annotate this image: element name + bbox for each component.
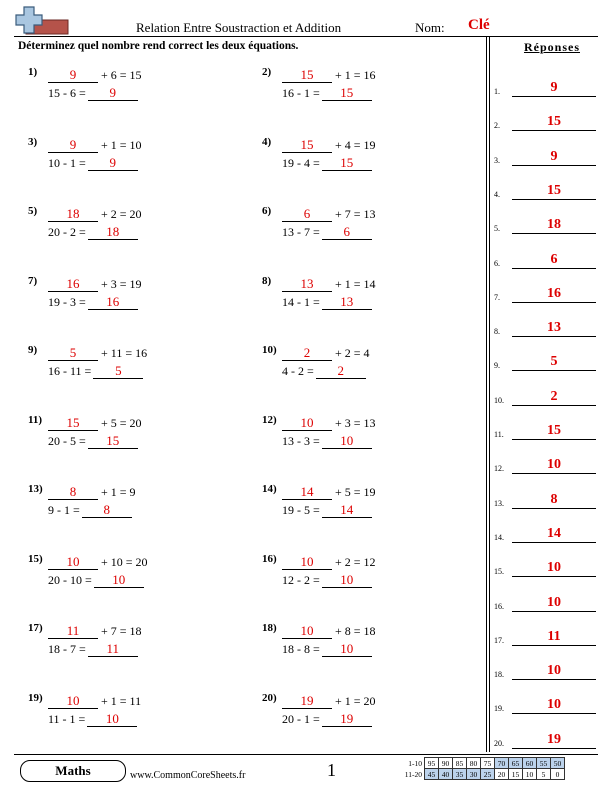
addition-text: + 7 = 13: [335, 207, 376, 221]
score-cell: 90: [439, 758, 453, 769]
answer-key-row: [494, 169, 602, 203]
worksheet-title: Relation Entre Soustraction et Addition: [136, 20, 342, 35]
score-cell: 65: [509, 758, 523, 769]
score-cell: 15: [509, 769, 523, 780]
answer-key-value: 9: [512, 149, 596, 166]
addition-equation: [48, 694, 141, 709]
answer-key-number: 12.: [494, 464, 504, 474]
answer-key-number: 14.: [494, 532, 504, 542]
answer-key-number: 8.: [494, 327, 500, 337]
answer-key-row: [494, 340, 602, 374]
subtraction-text: 18 - 8 =: [282, 642, 320, 656]
answer-blank: 15: [282, 68, 332, 83]
answer-key-value: 15: [512, 114, 596, 131]
problem-number: 7): [28, 274, 38, 287]
answer-key-value: 9: [512, 80, 596, 97]
answer-blank: 8: [82, 503, 132, 518]
answer-blank: 11: [88, 642, 138, 657]
addition-equation: [282, 555, 376, 570]
answer-key-number: 3.: [494, 155, 500, 165]
answer-key-row: [494, 238, 602, 272]
problem-number: 9): [28, 344, 38, 356]
subtraction-equation: [48, 434, 138, 449]
addition-text: + 1 = 14: [335, 276, 376, 291]
answer-blank: 14: [282, 485, 332, 500]
subtraction-equation: [48, 86, 138, 101]
addition-equation: [48, 346, 147, 361]
addition-equation: [48, 555, 148, 570]
problem-number: 3): [28, 135, 38, 148]
problem-number: 6): [262, 205, 272, 217]
addition-equation: [282, 138, 376, 153]
answer-key-number: 10.: [494, 395, 504, 405]
problem: [262, 692, 472, 756]
addition-equation: [282, 694, 376, 709]
subtraction-equation: [48, 503, 132, 518]
answer-blank: 10: [282, 416, 332, 431]
answer-blank: 10: [322, 573, 372, 588]
subtraction-text: 16 - 1 =: [282, 86, 320, 100]
score-row: [396, 758, 565, 769]
problem: [262, 622, 472, 686]
addition-text: + 6 = 15: [101, 68, 142, 82]
subtraction-text: 19 - 4 =: [282, 155, 320, 170]
page-number: 1: [327, 760, 336, 780]
answer-key-value: 19: [512, 732, 596, 749]
answer-key-number: 13.: [494, 498, 504, 508]
answer-key-row: [494, 615, 602, 649]
addition-equation: [282, 485, 376, 500]
problem-number: 16): [262, 552, 277, 565]
score-cell: 70: [495, 758, 509, 769]
name-value: Clé: [468, 17, 490, 33]
answer-key-value: 8: [512, 492, 596, 509]
score-cell: 60: [523, 758, 537, 769]
subtraction-text: 11 - 1 =: [48, 711, 86, 726]
answer-blank: 19: [282, 694, 332, 709]
subtraction-equation: [48, 225, 138, 240]
answer-blank: 10: [322, 434, 372, 449]
answer-key-number: 11.: [494, 430, 504, 439]
subtraction-equation: [48, 573, 144, 588]
score-cell: 80: [467, 758, 481, 769]
addition-text: + 4 = 19: [335, 137, 376, 152]
score-cell: 5: [537, 769, 551, 780]
subtraction-equation: [48, 156, 138, 171]
answer-blank: 10: [48, 555, 98, 570]
maths-badge: Maths: [20, 760, 126, 782]
footer-rule: [14, 754, 598, 755]
addition-text: + 1 = 11: [101, 693, 142, 708]
answer-blank: 9: [88, 86, 138, 101]
subtraction-equation: [282, 712, 372, 727]
answer-blank: 9: [48, 68, 98, 83]
addition-text: + 10 = 20: [101, 554, 148, 569]
problem: [262, 136, 472, 200]
answer-key-number: 19.: [494, 704, 504, 714]
answer-key-number: 1.: [494, 87, 500, 96]
instructions: Déterminez quel nombre rend correct les deux équations.: [18, 40, 299, 52]
answer-key-value: 18: [512, 217, 596, 234]
problem: [28, 344, 238, 408]
addition-text: + 1 = 16: [335, 68, 376, 82]
subtraction-text: 19 - 5 =: [282, 503, 320, 517]
problem-number: 19): [28, 691, 43, 704]
answer-key-number: 6.: [494, 258, 500, 268]
answer-blank: 5: [48, 346, 98, 361]
subtraction-text: 12 - 2 =: [282, 572, 320, 587]
score-cell: 20: [495, 769, 509, 780]
score-cell: 75: [481, 758, 495, 769]
answer-key-row: [494, 512, 602, 546]
answer-column-divider: [486, 37, 487, 752]
addition-equation: [282, 416, 376, 431]
subtraction-text: 13 - 3 =: [282, 433, 320, 448]
answer-key-value: 2: [512, 389, 596, 406]
problem-number: 2): [262, 66, 272, 78]
answer-key-value: 10: [512, 697, 596, 714]
answer-key-number: 17.: [494, 635, 504, 645]
answer-key-row: [494, 272, 602, 306]
answer-blank: 2: [316, 364, 366, 379]
answer-key-row: [494, 683, 602, 717]
subtraction-text: 20 - 2 =: [48, 225, 86, 239]
subtraction-equation: [48, 295, 138, 310]
problem-number: 5): [28, 205, 38, 217]
answer-key-number: 16.: [494, 601, 504, 611]
subtraction-equation: [48, 712, 137, 727]
score-cell: 95: [425, 758, 439, 769]
problem: [28, 483, 238, 547]
addition-equation: [48, 416, 142, 431]
answer-key-value: 14: [512, 526, 596, 543]
addition-text: + 3 = 19: [101, 276, 142, 291]
subtraction-text: 19 - 3 =: [48, 294, 86, 309]
answer-blank: 10: [282, 555, 332, 570]
addition-text: + 5 = 19: [335, 485, 376, 499]
answer-blank: 15: [322, 156, 372, 171]
answer-blank: 18: [88, 225, 138, 240]
answer-blank: 9: [88, 156, 138, 171]
subtraction-text: 20 - 10 =: [48, 572, 92, 587]
answer-key-row: [494, 135, 602, 169]
score-cell: 45: [425, 769, 439, 780]
addition-text: + 2 = 20: [101, 207, 142, 221]
addition-equation: [282, 624, 376, 639]
answer-key-value: 10: [512, 595, 596, 612]
answer-blank: 15: [88, 434, 138, 449]
answer-key-row: [494, 478, 602, 512]
answer-key-value: 15: [512, 183, 596, 200]
problem-number: 15): [28, 552, 43, 565]
addition-equation: [282, 346, 370, 361]
problem: [262, 344, 472, 408]
problem-number: 4): [262, 135, 272, 148]
subtraction-text: 20 - 1 =: [282, 711, 320, 726]
subtraction-text: 20 - 5 =: [48, 433, 86, 448]
problem: [262, 275, 472, 339]
problem-number: 1): [28, 66, 38, 78]
answer-key-number: 9.: [494, 361, 500, 371]
addition-text: + 11 = 16: [101, 346, 148, 360]
answer-key-value: 16: [512, 286, 596, 303]
answer-blank: 10: [94, 573, 144, 588]
problem: [262, 66, 472, 130]
addition-text: + 2 = 4: [335, 346, 370, 360]
answer-blank: 19: [322, 712, 372, 727]
addition-text: + 1 = 9: [101, 485, 136, 499]
score-cell: 25: [481, 769, 495, 780]
addition-equation: [282, 68, 376, 83]
answer-column-divider-inner: [489, 37, 490, 752]
score-cell: 50: [551, 758, 565, 769]
problem: [28, 553, 238, 617]
answer-blank: 16: [88, 295, 138, 310]
answer-key-row: [494, 546, 602, 580]
problem: [262, 205, 472, 269]
answer-blank: 13: [282, 277, 332, 292]
addition-equation: [48, 485, 136, 500]
subtraction-equation: [282, 295, 372, 310]
answer-key-row: [494, 375, 602, 409]
problem: [28, 692, 238, 756]
score-cell: 10: [523, 769, 537, 780]
addition-text: + 1 = 20: [335, 693, 376, 708]
problem: [262, 483, 472, 547]
answer-key-value: 6: [512, 252, 596, 269]
answer-key-number: 15.: [494, 567, 504, 577]
answer-blank: 5: [93, 364, 143, 379]
header-rule: [14, 36, 598, 37]
subtraction-equation: [282, 86, 372, 101]
answer-blank: 15: [48, 416, 98, 431]
answer-blank: 10: [48, 694, 98, 709]
subtraction-equation: [282, 503, 372, 518]
answer-key-number: 5.: [494, 224, 500, 234]
addition-equation: [48, 277, 142, 292]
addition-equation: [48, 138, 142, 153]
problem: [262, 553, 472, 617]
answer-key-value: 10: [512, 560, 596, 577]
addition-text: + 8 = 18: [335, 624, 376, 638]
problem-number: 17): [28, 622, 43, 634]
addition-equation: [48, 207, 142, 222]
answer-key-value: 15: [512, 423, 596, 440]
problem-number: 11): [28, 413, 43, 426]
score-row: [396, 769, 565, 780]
answer-key-value: 5: [512, 354, 596, 371]
subtraction-text: 9 - 1 =: [48, 503, 80, 517]
subtraction-text: 16 - 11 =: [48, 364, 92, 378]
addition-text: + 3 = 13: [335, 415, 376, 430]
score-cell: 55: [537, 758, 551, 769]
subtraction-equation: [282, 573, 372, 588]
answers-title: Réponses: [523, 40, 580, 54]
answer-key-number: 18.: [494, 670, 504, 680]
score-range-label: 11-20: [404, 769, 422, 779]
problem-number: 13): [28, 483, 43, 495]
score-cell: 30: [467, 769, 481, 780]
answer-blank: 10: [282, 624, 332, 639]
problem-number: 18): [262, 622, 277, 634]
problem-number: 20): [262, 691, 277, 704]
answer-blank: 15: [322, 86, 372, 101]
name-label: Nom:: [415, 20, 445, 35]
answer-key-number: 7.: [494, 292, 500, 302]
answer-blank: 8: [48, 485, 98, 500]
problem: [28, 622, 238, 686]
subtraction-equation: [282, 364, 366, 379]
answer-key-row: [494, 718, 602, 752]
subtraction-text: 10 - 1 =: [48, 155, 86, 170]
answer-key-number: 20.: [494, 738, 504, 748]
problem-number: 10): [262, 344, 277, 356]
addition-equation: [48, 68, 142, 83]
math-plus-logo-icon: [14, 4, 70, 38]
answer-blank: 2: [282, 346, 332, 361]
answer-blank: 16: [48, 277, 98, 292]
answer-key-number: 4.: [494, 189, 500, 199]
addition-text: + 2 = 12: [335, 554, 376, 569]
answer-blank: 9: [48, 138, 98, 153]
subtraction-text: 15 - 6 =: [48, 86, 86, 100]
addition-equation: [48, 624, 142, 639]
answer-blank: 11: [48, 624, 98, 639]
website-text: www.CommonCoreSheets.fr: [130, 770, 246, 781]
subtraction-equation: [48, 642, 138, 657]
answer-key-row: [494, 581, 602, 615]
answer-key-value: 13: [512, 320, 596, 337]
score-cell: 0: [551, 769, 565, 780]
addition-text: + 7 = 18: [101, 624, 142, 638]
answer-blank: 10: [322, 642, 372, 657]
subtraction-text: 14 - 1 =: [282, 294, 320, 309]
answer-blank: 6: [282, 207, 332, 222]
subtraction-equation: [282, 434, 372, 449]
subtraction-text: 13 - 7 =: [282, 225, 320, 239]
score-range-label: 1-10: [408, 758, 422, 768]
problem-number: 14): [262, 483, 277, 495]
problem: [28, 136, 238, 200]
addition-equation: [282, 207, 376, 222]
answer-key-row: [494, 66, 602, 100]
subtraction-text: 18 - 7 =: [48, 642, 86, 656]
answer-key-value: 10: [512, 457, 596, 474]
problem: [28, 275, 238, 339]
answer-key-row: [494, 100, 602, 134]
answer-blank: 15: [282, 138, 332, 153]
answer-key-row: [494, 649, 602, 683]
answer-key-row: [494, 203, 602, 237]
answer-blank: 13: [322, 295, 372, 310]
subtraction-equation: [282, 642, 372, 657]
problem: [28, 66, 238, 130]
answer-key-row: [494, 409, 602, 443]
answer-blank: 10: [87, 712, 137, 727]
score-cell: 85: [453, 758, 467, 769]
answer-key-value: 10: [512, 663, 596, 680]
score-table: [396, 757, 565, 780]
answer-key-row: [494, 443, 602, 477]
subtraction-equation: [48, 364, 143, 379]
problem: [28, 205, 238, 269]
score-cell: 40: [439, 769, 453, 780]
answer-blank: 18: [48, 207, 98, 222]
addition-text: + 1 = 10: [101, 137, 142, 152]
answer-blank: 6: [322, 225, 372, 240]
answer-key-value: 11: [512, 629, 596, 646]
addition-text: + 5 = 20: [101, 415, 142, 430]
addition-equation: [282, 277, 376, 292]
problem-number: 8): [262, 274, 272, 287]
answer-blank: 14: [322, 503, 372, 518]
subtraction-equation: [282, 225, 372, 240]
problem: [28, 414, 238, 478]
answer-key-number: 2.: [494, 121, 500, 131]
answer-key-row: [494, 306, 602, 340]
problem: [262, 414, 472, 478]
subtraction-equation: [282, 156, 372, 171]
score-cell: 35: [453, 769, 467, 780]
subtraction-text: 4 - 2 =: [282, 364, 314, 378]
problem-number: 12): [262, 413, 277, 426]
